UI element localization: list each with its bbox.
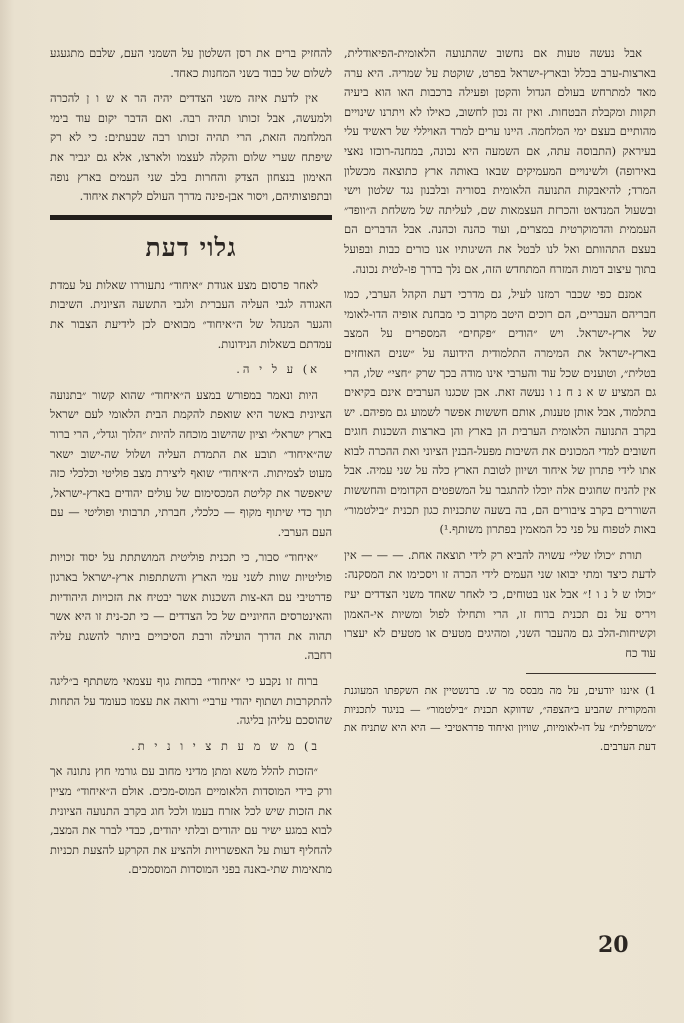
right-column — [344, 44, 656, 762]
paragraph: אין לדעת איזה משני הצדדים יהיה הר א ש ו ן להכרה ולמעשה, אבל זכותו תהיה רבה. ואם הדבר יקום עוד בימי המלחמה הזאת, הרי תהיה זכותו רבה שבעתים: כי לא רק שיפתח שערי שלום והקלה לעצמו ולארצו, אלא גם יגביר את האימון בנצחון הצדק והחרות בלב שני העמים בארץ נופה ובתפוצותיהם, ויסור אבן-פינה מדרך העולם לקראת איחוד. — [50, 91, 332, 204]
footnote: 1) איננו יודעים, על מה מבסס מר ש. ברנשטיין את השקפתו המעוגנת והמקורית שהביע ב״הצפה״, שדווקא תכנית ״בילטמור״ — בניגוד לתכניות ״משרפלית״ על דו-לאומיות, שוויון ואיחוד פדראטיבי — היא היא שתניח את דעת הערבים. — [344, 685, 656, 753]
page-number: 20 — [598, 932, 629, 958]
paragraph: היות ונאמר במפורש במצע ה״איחוד״ שהוא קשור ״בתנועה הציונית באשר היא שואפת להקמת הבית הלאומי לעם ישראל בארץ ישראל״ וציון שהישוב מוכחה להיות ״הלוך וגדל״, הרי ברור שה״איחוד״ תובע את התמדת העליה ושלול שה-ישוב ישאר מעוט לצמיתות. ה״איחוד״ שואף ליצירת מצב פוליטי וכלכלי כזה שיאפשר את קליטת המכסימום של עולים יהודים בארץ-ישראל, תוך כדי שיתוף מקוף — כלכלי, חברתי, תרבותי ופוליטי — עם העם הערבי. — [50, 387, 332, 539]
paragraph: להחזיק ברים את רסן השלטון על השמני העם, שלבם מתגעגע לשלום של כבוד בשני המחנות כאחד. — [50, 46, 332, 80]
paragraph: אבל נעשה טעות אם נחשוב שהתנועה הלאומית-הפיאודלית, בארצות-ערב בכלל ובארץ-ישראל בפרט, שוקטת על שמריה. היא ערה מאד למתרחש בעולם הגדול והקטן ופעילה ברכבות האו הוא ביעיה תקוות ומקבלת הבטחות. ואין זה נכון לחשוב, כאילו לא ויתרנו שינויים מהותיים בעצם ימי המלחמה. היינו ערים למרד האויללי של ראשיד עלי בעיראק (התבוסה עתה, אם השמעה היא נכונה, במחנה-רוכזו נאצי באירופה) ולשינויים המעמיקים שבאו באותה ארץ כתוצאה מכשלון המרד; להיאבקות התנועה הלאומית בסוריה ובלבנון נגד שלטון וישי ובשעול המנדאט והכרזת העצמאות שם, לעליתה של משלחת ה״וופד״ העממית והדמוקרטית במצרים, ועוד כהנה וכהנה. אבל הדברים הם בעצם התהוותם ואל לנו לבטל את השיגותיו אנו כורים כבות ובפועל בתוך עיצוב דמות המזרח המתחדש הזה, אם נלך בדרך פו-לטית נכונה. — [344, 46, 656, 276]
paragraph: לאחר פרסום מצע אגודת ״איחוד״ נתעוררו שאלות על עמדת האגודה לגבי העליה העברית ולגבי התשעה הציונית. השיבות והגער המנהל של ה״איחוד״ מבואים לכן לידיעת הצבור את עמדתם בשאלות הנידונות. — [50, 277, 332, 351]
section-title: גלוי דעת — [145, 232, 237, 262]
subheading-aliyah: א) ע ל י ה. — [236, 362, 320, 377]
section-divider — [50, 215, 332, 220]
paragraph: ברוח זו נקבע כי ״איחוד״ בכחות גוף עצמאי משתתף ב״ליגה להתקרבות ושתוף יהודי ערבי״ ורואה את עצמו כעומד על התחות שהוסכם עליהן בליגה. — [50, 674, 332, 728]
paragraph: אמנם כפי שכבר רמזנו לעיל, גם מדרכי דעת הקהל הערבי, כמו חבריהם העבריים, הם רוכים היטב מקרוב כי מבחנת אופיה הדו-לאומי של ארץ-ישראל. ויש ״הודים ״פקחים״ המספרים על המצב בארץ-ישראל את המימרה התלמודית הידועה על ״שנים האוחזים בטלית״, וטוענים שכל עוד והערבי אינו מודה בכך שרק ״חצי״ שלו, הרי גם המציע ש א נ ח נ ו נעשה זאת. אבן שכגנו הערבים אינם בקיאים בתלמוד, אבל אותן טענות, אותם חששות אפשר לשמוע גם מפיהם. יש בקרב התנועה הלאומית הערבית הן בארץ והן בארצות השכנות חוגים חשובים למדי המכונים את השיבות מפעל-הבנין הציוני ואת ההכרה לבוא אתו לידי פתרון של איחוד ושיוון לטובת הארץ כלה על שני עמיה. אבל אין להניח שחוגים אלה יוכלו להתגבר על המשפטים הקדומים והחששות השוררים בקרב ציבורים הם, בה בשעה שתכניות כגון תכנית ״בילטמור״ באות לטפוח על פני כל המאמין בפתרון משותף.¹) — [344, 287, 656, 537]
left-column — [50, 44, 332, 886]
footnote-divider — [526, 673, 656, 674]
subheading-zionist-discipline: ב) מ ש מ ע ת צ י ו נ י ת. — [131, 738, 320, 753]
paragraph: תורת ״כולו שלי״ עשויה להביא רק לידי תוצאה אחת. — — — אין לדעת כיצד ומתי יבואו שני העמים לידי הכרה זו ויסכימו את המסקנה: ״כולו ש ל נ ו !״ אבל אנו בטוחים, כי לאחר שאחד משני הצדדים יעיז ויריס על נם תכנית ברוח זו, הרי ותחילו לפול ומשיות אי-האמון וקשיחות-הלב גם מהעבר השני, ומהיגים מטעים או מטעים לא יעצרו עוד כח — [344, 547, 656, 660]
paragraph: ״הזכות להלל משא ומתן מדיני מחוב עם גורמי חוץ נתונה אך ורק בידי המוסדות הלאומיים המוס-מכים. אולם ה״איחוד״ מציין את הזכות שיש לכל אזרח בעמו ולכל חוג בקרב התנועה הציונית לבוא במגע ישיר עם יהודים ובלתי יהודים, כבדי לברר את המצב, להחליף דעות על האפשרויות ולהציע את הקרקע להצעת תכניות מתאימות שתי-באנה בפני המוסדות המוסמכים. — [50, 764, 332, 877]
paragraph: ״איחוד״ סבור, כי תכנית פוליטית המושתתת על יסוד זכויות פוליטיות שוות לשני עמי הארץ והשתתפות ארץ-ישראל בארגון פדרטיבי עם הא-צות השכנות אשר יבטיח את הזכויות היהודיות והאינטרסים החיוניים של כל הצדדים — כי תכ-נית זו היא אשר תהוה את הדרך הועילה ורבת הסיכויים ביותר להשגת עליה רחבה. — [50, 550, 332, 663]
